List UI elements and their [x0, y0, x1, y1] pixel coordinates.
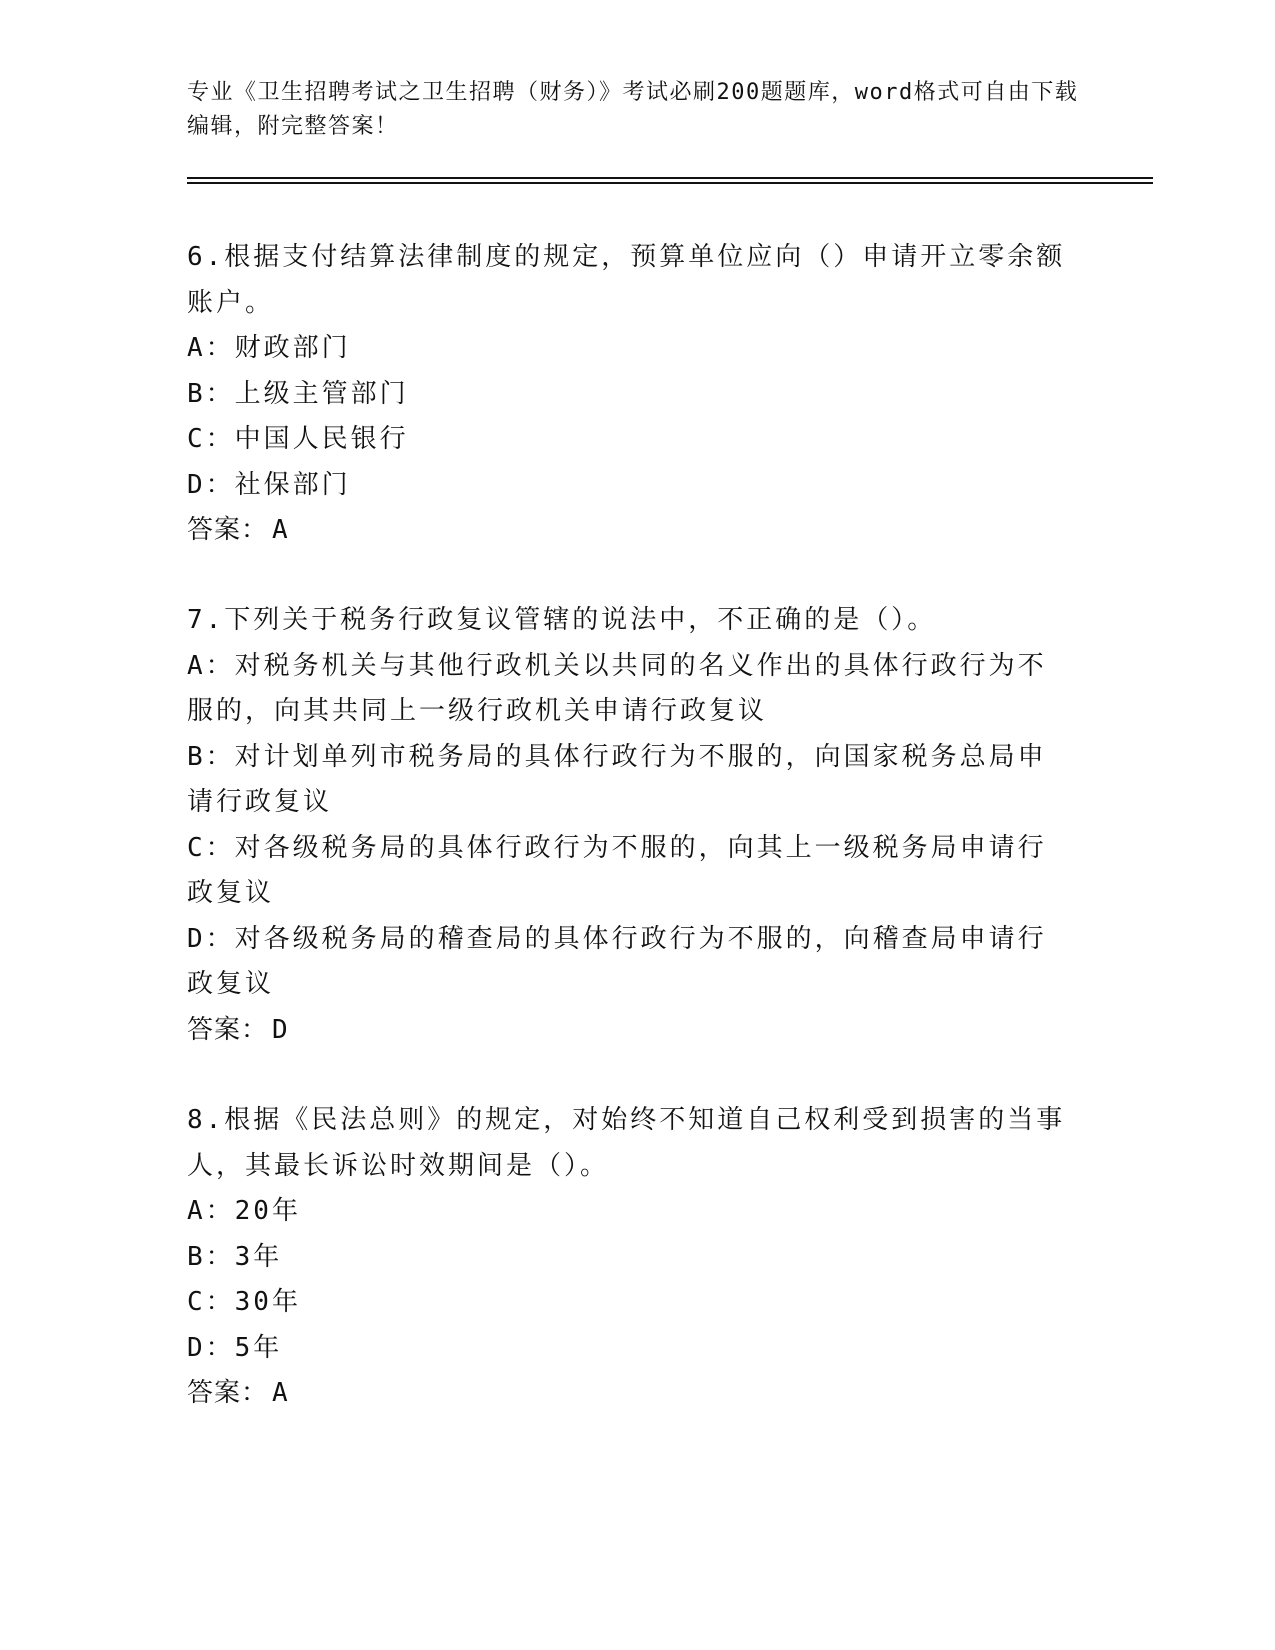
header-divider-top: [187, 177, 1153, 179]
question-6: [187, 235, 1067, 554]
question-7: [187, 598, 1067, 1053]
option-d: D：社保部门: [187, 469, 351, 500]
question-stem: 6.根据支付结算法律制度的规定，预算单位应向（）申请开立零余额账户。: [187, 242, 1066, 318]
option-a: A：财政部门: [187, 333, 351, 363]
answer-line: [187, 1371, 1067, 1417]
question-8: [187, 1098, 1067, 1417]
option-a: A：20年: [187, 1196, 301, 1226]
option-b: B：对计划单列市税务局的具体行政行为不服的，向国家税务总局申请行政复议: [187, 741, 1047, 817]
option-a: A：对税务机关与其他行政机关以共同的名义作出的具体行政行为不服的，向其共同上一级行政机关申请行政复议: [187, 650, 1047, 726]
header-text: 专业《卫生招聘考试之卫生招聘（财务）》考试必刷200题题库，word格式可自由下载编辑，附完整答案！: [187, 80, 1079, 139]
answer-line: [187, 508, 1067, 554]
option-c: C：30年: [187, 1287, 301, 1317]
answer-value: D: [272, 1014, 289, 1045]
question-stem: 8.根据《民法总则》的规定，对始终不知道自己权利受到损害的当事人，其最长诉讼时效期间是（）。: [187, 1105, 1066, 1181]
option-c: C：对各级税务局的具体行政行为不服的，向其上一级税务局申请行政复议: [187, 832, 1047, 908]
option-d: D：5年: [187, 1332, 283, 1363]
document-header: [187, 76, 1087, 144]
answer-label: 答案：: [187, 515, 269, 545]
answer-label: 答案：: [187, 1014, 269, 1045]
header-divider-bottom: [187, 182, 1153, 184]
option-d: D：对各级税务局的稽查局的具体行政行为不服的，向稽查局申请行政复议: [187, 923, 1047, 999]
option-c: C：中国人民银行: [187, 424, 409, 454]
answer-value: A: [272, 515, 289, 545]
answer-value: A: [272, 1378, 289, 1408]
answer-label: 答案：: [187, 1378, 269, 1408]
option-b: B：上级主管部门: [187, 378, 409, 409]
option-b: B：3年: [187, 1241, 283, 1272]
answer-line: [187, 1008, 1067, 1054]
question-stem: 7.下列关于税务行政复议管辖的说法中，不正确的是（）。: [187, 605, 937, 635]
